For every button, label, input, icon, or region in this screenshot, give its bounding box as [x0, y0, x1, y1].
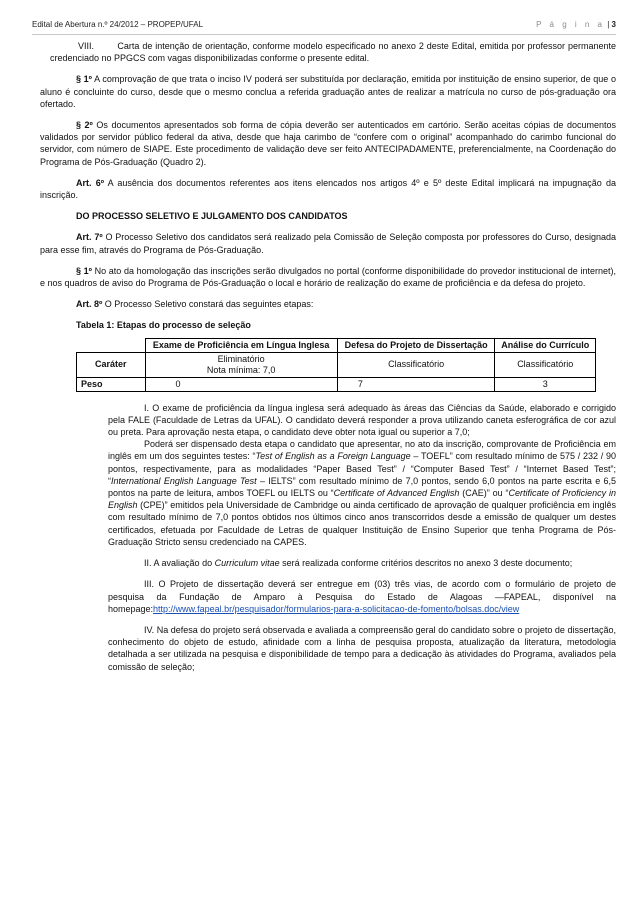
item-iii-number: III.	[144, 579, 155, 590]
item-iv-text: Na defesa do projeto será observada e avaliada a compreensão geral do candidato sobre o projeto de dissertação, conhecimento do objeto de estudo, afinidade com a linha de pesquisa proposta, atualização da literatura, metodologia detalhada a ser utilizada na pesquisa e disponibilidade de tempo para a dedicação às atividades do Programa, avaliados pela comissão de seleção;	[108, 624, 616, 672]
header-edital-title: Edital de Abertura n.º 24/2012 – PROPEP/UFAL	[32, 20, 204, 29]
article-6-mark: Art. 6º	[76, 177, 104, 188]
article-8-text: O Processo Seletivo constará das seguintes etapas:	[102, 299, 314, 310]
item-iii-text: O Projeto de dissertação deverá ser entregue em (03) três vias, de acordo com o formulário de projeto de pesquisa da Fundação de Amparo à Pesquisa do Estado de Alagoas —FAPEAL, disponível na homepage:	[108, 579, 616, 614]
article-7-mark: Art. 7º	[76, 232, 103, 243]
table-header-curriculum: Análise do Currículo	[495, 338, 596, 352]
item-i-exemption-text-c: – IELTS” com resultado mínimo de 7,0 pontos, sendo 6,0 pontos na parte escrita e 6,5 pontos na parte de leitura, ambos TOEFL ou IELTS ou “	[108, 475, 617, 499]
header-page-separator: |	[607, 20, 610, 29]
item-i	[108, 402, 616, 439]
paragraph-1-mark: § 1º	[76, 74, 92, 85]
item-ii-text-a: A avaliação do	[153, 558, 215, 569]
ielts-name: International English Language Test	[111, 475, 257, 486]
article-6-text: A ausência dos documentos referentes aos itens elencados nos artigos 4º e 5º deste Edital implicará na impugnação da inscrição.	[40, 177, 616, 201]
table-cell-value: Eliminatório	[217, 353, 265, 364]
paragraph-2-mark: § 2º	[76, 120, 93, 131]
item-i-exemption-text-b: – TOEFL” com resultado mínimo de 575 / 232 / 90 pontos, respectivamente, para as modalidades “Paper Based Test” / “Computer Based Test” / “Internet Based Test”; “	[108, 451, 616, 486]
article-7-paragraph-1	[40, 265, 616, 289]
paragraph-1	[40, 73, 616, 110]
table-row	[77, 377, 596, 391]
fapeal-form-link[interactable]: http://www.fapeal.br/pesquisador/formularios-para-a-solicitacao-de-fomento/bolsas.doc/view	[153, 603, 520, 614]
table-cell	[145, 352, 337, 377]
cae-name: Certificate of Advanced English	[333, 488, 460, 499]
table-cell-note: Nota mínima: 7,0	[206, 364, 276, 375]
item-ii-text-b: será realizada conforme critérios descritos no anexo 3 deste documento;	[279, 558, 573, 569]
item-viii	[40, 40, 616, 64]
page-header	[32, 20, 616, 35]
table-header-proficiency: Exame de Proficiência em Língua Inglesa	[145, 338, 337, 352]
table-cell: Classificatório	[337, 352, 495, 377]
header-page-number: 3	[611, 20, 616, 29]
stage-items	[108, 402, 616, 673]
table-cell: 3	[495, 377, 596, 391]
paragraph-2-text: Os documentos apresentados sob forma de cópia deverão ser autenticados em cartório. Serão aceitas cópias de documentos validados por servidor público federal da ativa, desde que haja carimbo de “confere com o original” acompanhado do carimbo funcional do servidor, com número de SIAPE. Este procedimento de validação deve ser feito ANTECIPADAMENTE, preferencialmente, na Coordenação do Programa de Pós-Graduação (Quadro 2).	[40, 120, 616, 167]
toefl-name: Test of English as a Foreign Language	[255, 451, 411, 462]
table-cell: 7	[337, 377, 495, 391]
table-cell: 0	[145, 377, 337, 391]
selection-stages-table	[76, 338, 596, 392]
item-iii	[108, 578, 616, 615]
curriculum-vitae: Curriculum vitae	[214, 558, 280, 569]
table-header-row	[77, 338, 596, 352]
cpe-name: Certificate of Proficiency in English	[108, 488, 617, 511]
item-viii-text: Carta de intenção de orientação, conforme modelo especificado no anexo 2 deste Edital, emitida por professor permanente credenciado no PPGCS com vagas disponibilizadas conforme o presente edital.	[50, 41, 616, 64]
header-page-indicator	[536, 20, 616, 29]
paragraph-1-text: A comprovação de que trata o inciso IV poderá ser substituída por declaração, emitida por instituição de ensino superior, de que o aluno é concluinte do curso, desde que o mesmo conclua a referida graduação antes de realizar a matrícula no curso de pós-graduação ora ofertado.	[40, 74, 616, 109]
table-row	[77, 352, 596, 377]
table-header-defense: Defesa do Projeto de Dissertação	[337, 338, 495, 352]
article-8	[40, 298, 616, 310]
article-8-mark: Art. 8º	[76, 299, 103, 310]
document-body	[40, 40, 616, 682]
item-iv-number: IV.	[144, 624, 155, 635]
article-7-paragraph-1-mark: § 1º	[76, 265, 92, 276]
article-7-text: O Processo Seletivo dos candidatos será realizado pela Comissão de Seleção composta por professores do Curso, designada para esse fim, através do Programa de Pós-Graduação.	[40, 232, 616, 255]
table-row-label-carater: Caráter	[77, 352, 146, 377]
header-page-word: P á g i n a	[536, 20, 605, 29]
item-i-exemption-text-a: Poderá ser dispensado desta etapa o candidato que apresentar, no ato da inscrição, comprovante de Proficiência em inglês em um dos seguintes testes: “	[108, 439, 616, 462]
table-corner-cell	[77, 338, 146, 352]
section-title: DO PROCESSO SELETIVO E JULGAMENTO DOS CANDIDATOS	[76, 211, 348, 222]
item-viii-number: VIII.	[78, 41, 95, 51]
table-cell: Classificatório	[495, 352, 596, 377]
item-ii-number: II.	[144, 558, 152, 569]
item-ii	[108, 557, 616, 569]
table-row-label-peso: Peso	[77, 377, 146, 391]
item-i-number: I.	[144, 402, 150, 413]
article-7	[40, 231, 616, 255]
article-7-paragraph-1-text: No ato da homologação das inscrições serão divulgados no portal (conforme disponibilidade do provedor institucional de internet), e nos quadros de aviso do Programa de Pós-Graduação o local e horário de realização do exame de proficiência e da defesa do projeto.	[40, 265, 616, 289]
item-i-exemption-text-d: (CAE)” ou “	[459, 488, 509, 499]
item-iv	[108, 624, 616, 673]
table-caption: Tabela 1: Etapas do processo de seleção	[76, 320, 251, 331]
item-i-exemption	[108, 438, 616, 548]
paragraph-2	[40, 119, 616, 168]
item-i-exemption-text-e: (CPE)” emitidos pela Universidade de Cambridge ou ainda certificado de aprovação de qualquer proficiência em inglês com resultado mínimo de 7,0 pontos obtidos nos últimos cinco anos transcorridos desde a emissão de qualquer um destes certificados, efetuada por Faculdade de Letras de qualquer Instituição de Ensino Superior que tenha Programa de Pós-Graduação Stricto sensu credenciado na CAPES.	[108, 500, 616, 547]
item-i-text: O exame de proficiência da língua inglesa será adequado às áreas das Ciências da Saúde, elaborado e corrigido pela FALE (Faculdade de Letras da UFAL). O candidato deverá responder a prova utilizando caneta esferográfica de cor azul ou preta. Para aprovação nesta etapa, o candidato deve obter nota igual ou superior a 7,0;	[108, 402, 616, 438]
article-6	[40, 177, 616, 201]
